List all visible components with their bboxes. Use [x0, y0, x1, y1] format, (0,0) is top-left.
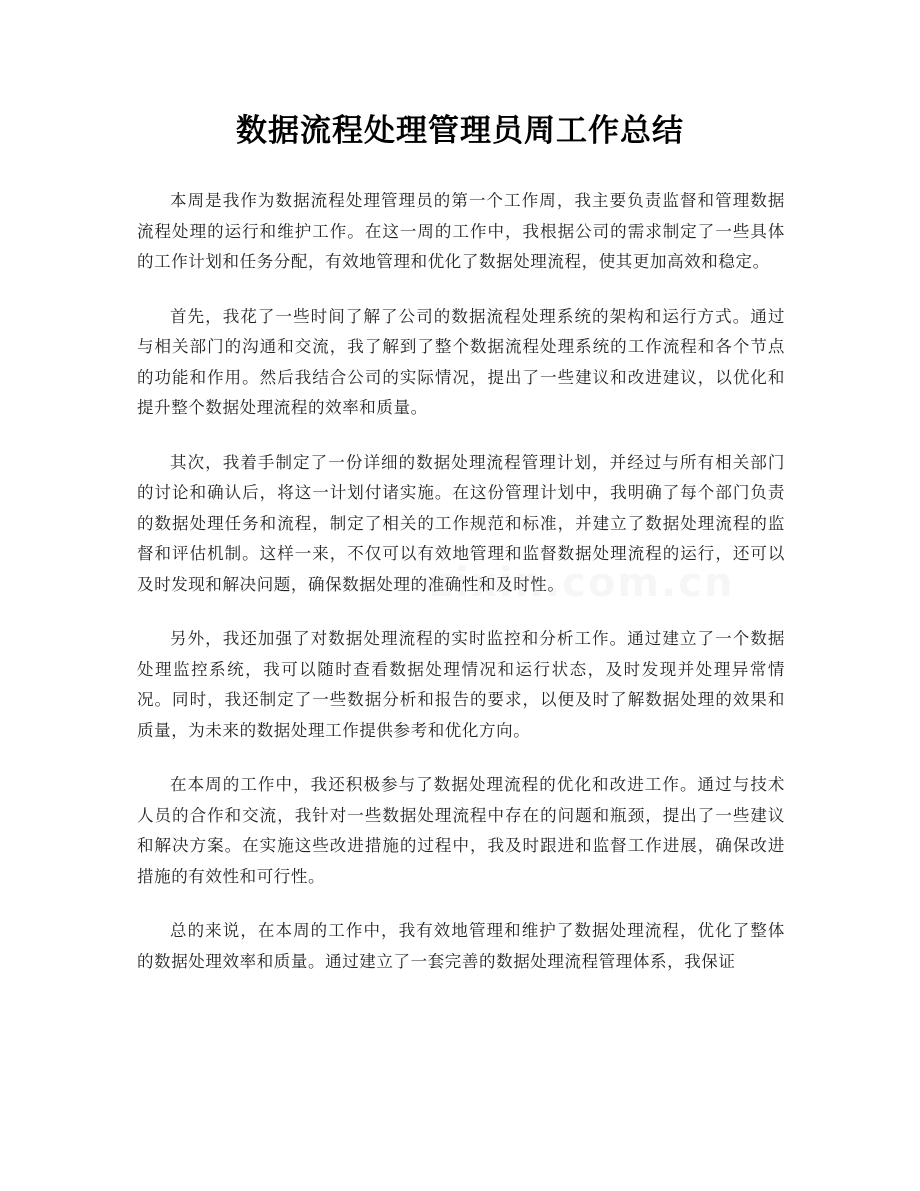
paragraph-5: 在本周的工作中，我还积极参与了数据处理流程的优化和改进工作。通过与技术人员的合作和交流，我针对一些数据处理流程中存在的问题和瓶颈，提出了一些建议和解决方案。在实施这些改进措施的过程中，我及时跟进和监督工作进展，确保改进措施的有效性和可行性。 [137, 775, 785, 886]
paragraph-1: 本周是我作为数据流程处理管理员的第一个工作周，我主要负责监督和管理数据流程处理的运行和维护工作。在这一周的工作中，我根据公司的需求制定了一些具体的工作计划和任务分配，有效地管理和优化了数据处理流程，使其更加高效和稳定。 [137, 191, 785, 271]
paragraph-6: 总的来说，在本周的工作中，我有效地管理和维护了数据处理流程，优化了整体的数据处理效率和质量。通过建立了一套完善的数据处理流程管理体系，我保证 [137, 921, 785, 971]
paragraph-4: 另外，我还加强了对数据处理流程的实时监控和分析工作。通过建立了一个数据处理监控系统，我可以随时查看数据处理情况和运行状态，及时发现并处理异常情况。同时，我还制定了一些数据分析和报告的要求，以便及时了解数据处理的效果和质量，为未来的数据处理工作提供参考和优化方向。 [137, 629, 785, 740]
document-title: 数据流程处理管理员周工作总结 [236, 113, 684, 149]
paragraph-3: 其次，我着手制定了一份详细的数据处理流程管理计划，并经过与所有相关部门的讨论和确认后，将这一计划付诸实施。在这份管理计划中，我明确了每个部门负责的数据处理任务和流程，制定了相关的工作规范和标准，并建立了数据处理流程的监督和评估机制。这样一来，不仅可以有效地管理和监督数据处理流程的运行，还可以及时发现和解决问题，确保数据处理的准确性和及时性。 [137, 452, 785, 594]
document-body [137, 186, 785, 1001]
paragraph-2: 首先，我花了一些时间了解了公司的数据流程处理系统的架构和运行方式。通过与相关部门的沟通和交流，我了解到了整个数据流程处理系统的工作流程和各个节点的功能和作用。然后我结合公司的实际情况，提出了一些建议和改进建议，以优化和提升整个数据处理流程的效率和质量。 [137, 306, 785, 417]
